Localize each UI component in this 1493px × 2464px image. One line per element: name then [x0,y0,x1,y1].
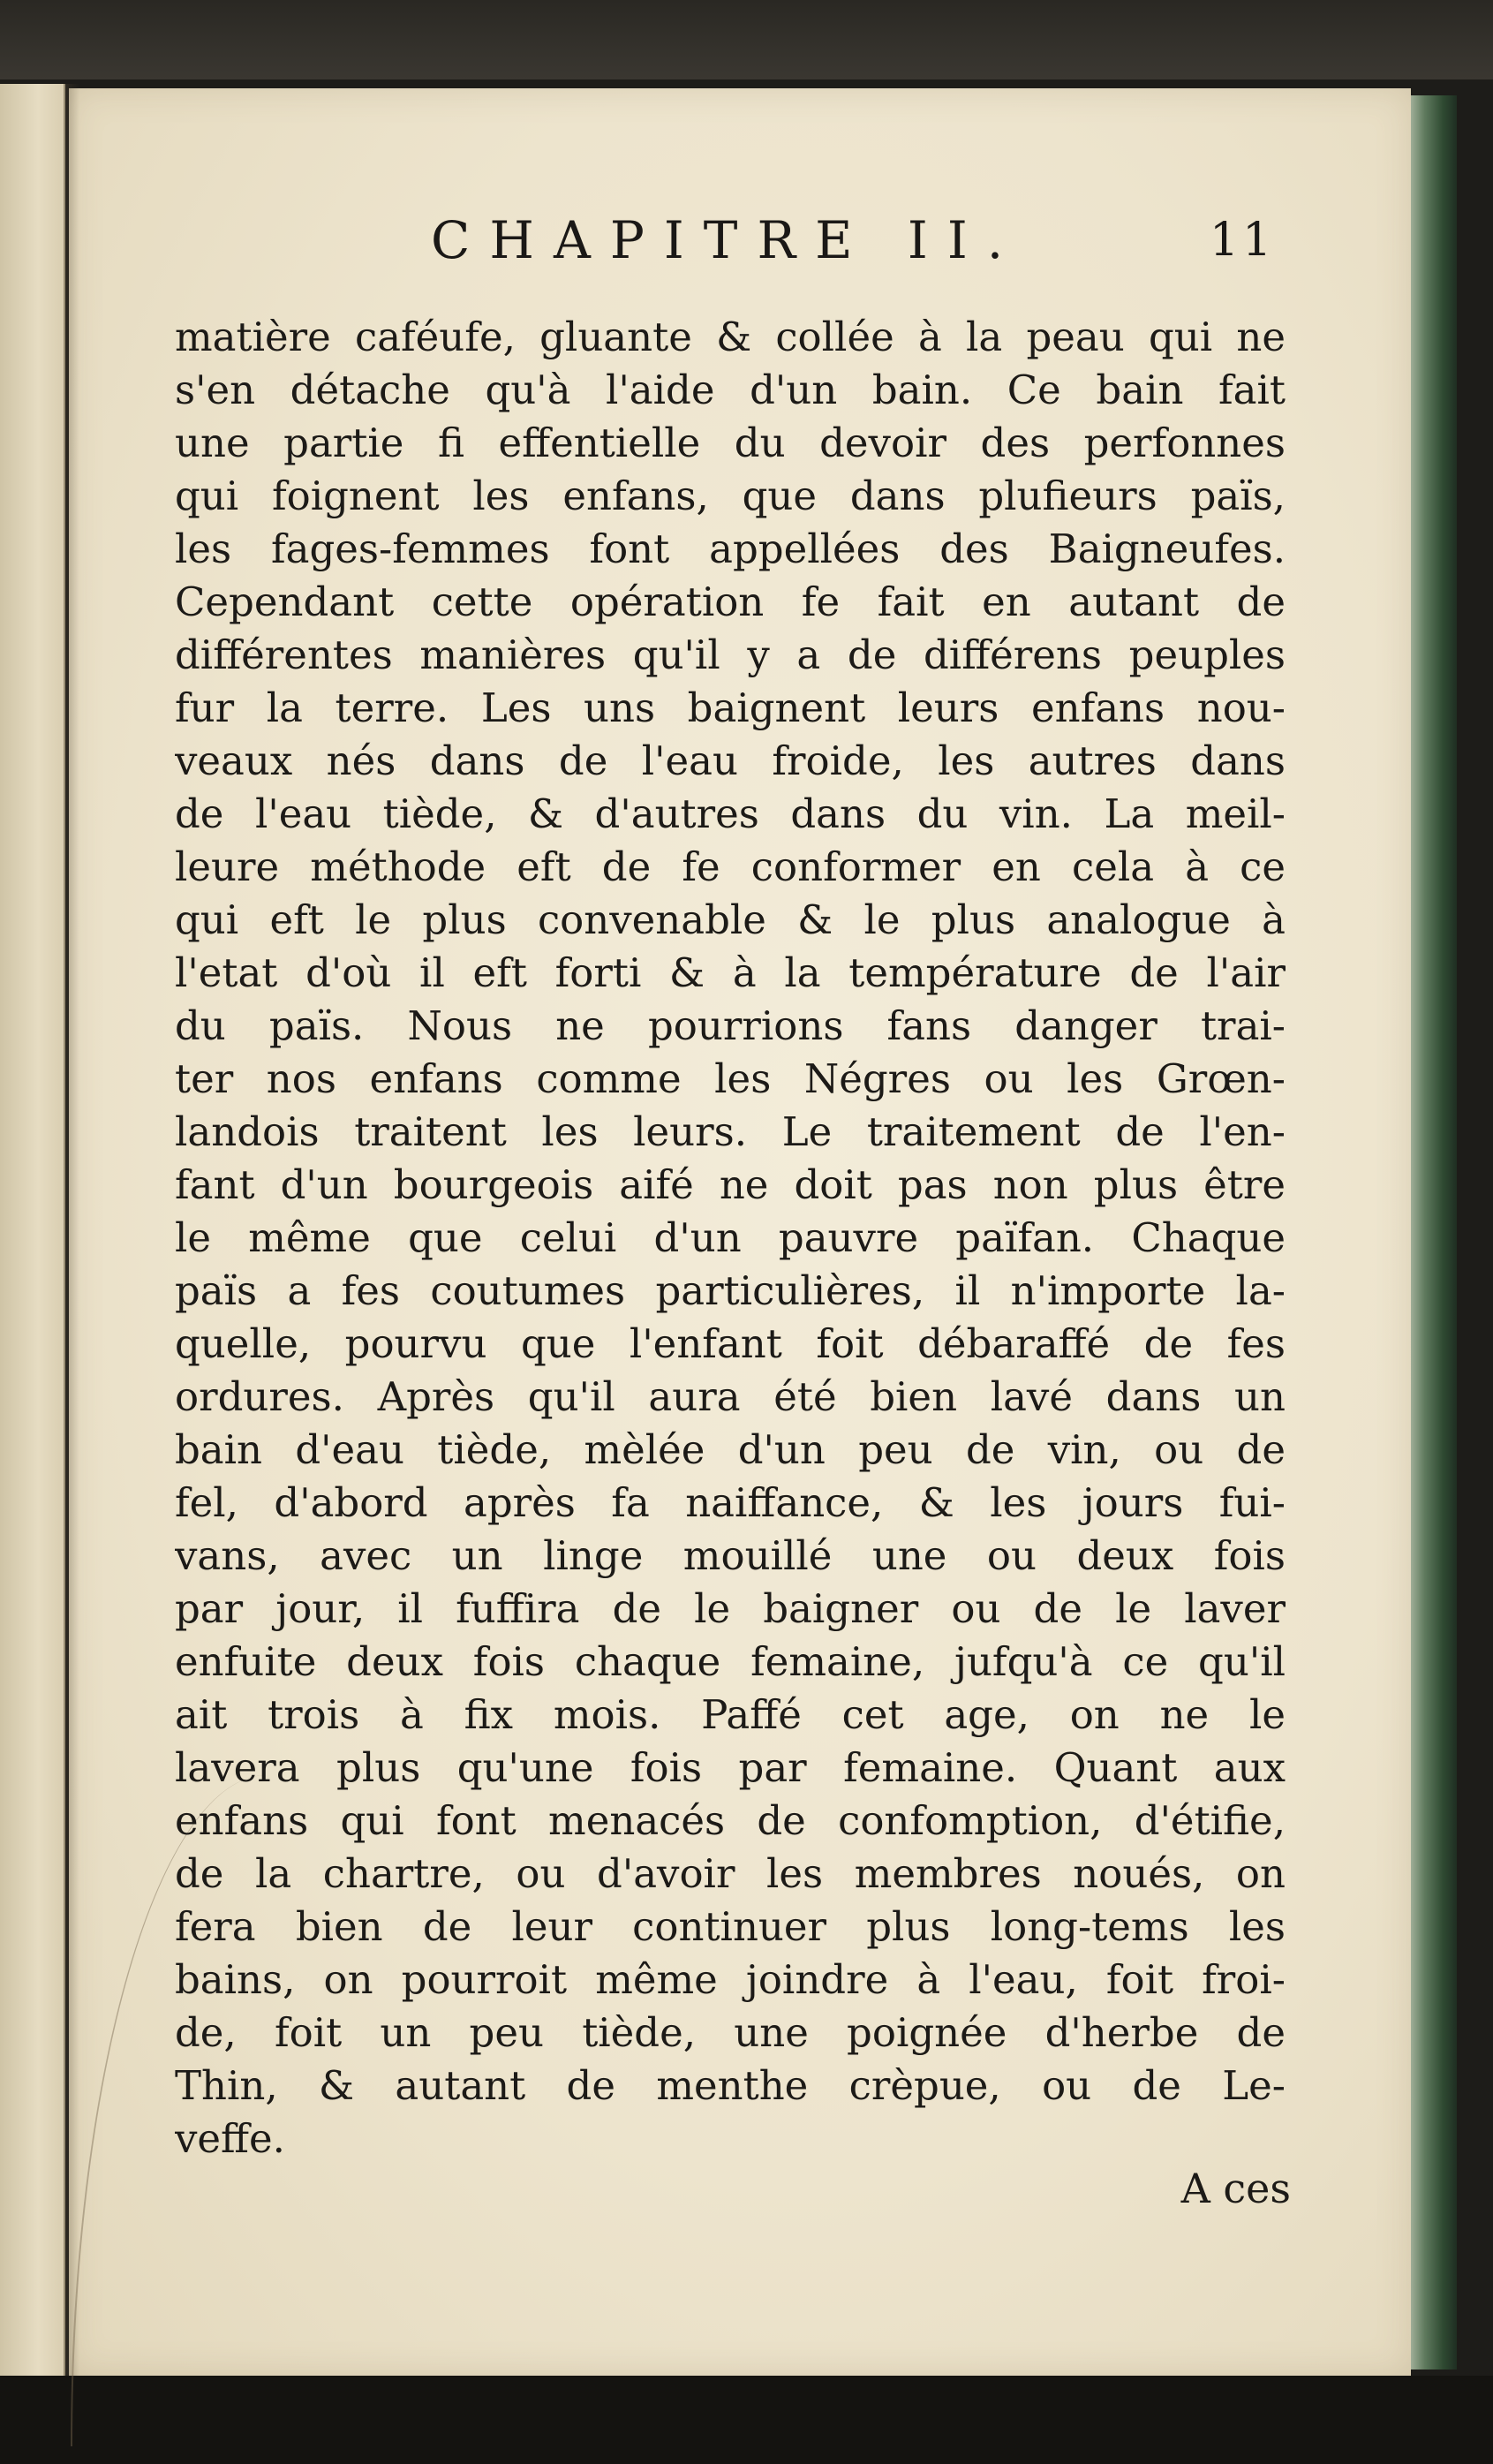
text-line: veffe. [175,2115,285,2162]
text-line: qui foignent les enfans, que dans plufieurs païs, [175,472,1286,519]
text-line: veaux nés dans de l'eau froide, les autres dans [175,737,1286,784]
text-line: les fages-femmes font appellées des Baigneufes. [175,525,1286,572]
text-line: Cependant cette opération fe fait en autant de [175,578,1286,625]
text-line: enfuite deux fois chaque femaine, jufqu'à ce qu'il [175,1638,1286,1685]
gutter-shadow [64,84,79,2376]
text-line: vans, avec un linge mouillé une ou deux fois [175,1532,1286,1579]
text-line: quelle, pourvu que l'enfant foit débaraffé de fes [175,1320,1286,1367]
text-line: de la chartre, ou d'avoir les membres noués, on [175,1850,1286,1897]
text-line: ter nos enfans comme les Négres ou les Grœn- [175,1055,1286,1102]
text-line: différentes manières qu'il y a de différens peuples [175,631,1286,678]
text-line: s'en détache qu'à l'aide d'un bain. Ce bain fait [175,367,1286,413]
text-line: qui eft le plus convenable & le plus analogue à [175,896,1286,943]
text-line: fera bien de leur continuer plus long-tems les [175,1903,1286,1950]
text-line: matière caféufe, gluante & collée à la peau qui ne [175,314,1286,360]
text-line: du païs. Nous ne pourrions fans danger trai- [175,1002,1286,1049]
body-text [175,311,1286,2165]
text-line: fur la terre. Les uns baignent leurs enfans nou- [175,684,1286,731]
text-line: de, foit un peu tiède, une poignée d'herbe de [175,2009,1286,2056]
text-line: fel, d'abord après fa naiffance, & les jours fui- [175,1479,1286,1526]
text-line: lavera plus qu'une fois par femaine. Quant aux [175,1744,1286,1791]
text-line: l'etat d'où il eft forti & à la température de l'air [175,949,1286,996]
running-head [415,205,1298,276]
text-line: ordures. Après qu'il aura été bien lavé dans un [175,1373,1286,1420]
book-cover-edge [1411,95,1457,2370]
text-line: landois traitent les leurs. Le traitement de l'en- [175,1108,1286,1155]
text-line: bain d'eau tiède, mèlée d'un peu de vin, ou de [175,1426,1286,1473]
text-line: ait trois à fix mois. Paffé cet age, on ne le [175,1691,1286,1738]
facing-page-edge [0,84,65,2376]
text-line: le même que celui d'un pauvre païfan. Chaque [175,1214,1286,1261]
book-top-edge [0,0,1493,79]
text-line: païs a fes coutumes particulières, il n'importe la- [175,1267,1286,1314]
text-line: par jour, il fuffira de le baigner ou de le laver [175,1585,1286,1632]
text-line: leure méthode eft de fe conformer en cela à ce [175,843,1286,890]
text-line: bains, on pourroit même joindre à l'eau, foit froi- [175,1956,1286,2003]
catchword: A ces [1180,2165,1291,2212]
text-line: fant d'un bourgeois aifé ne doit pas non plus être [175,1161,1286,1208]
text-line: une partie fi effentielle du devoir des perfonnes [175,419,1286,466]
running-title: CHAPITRE II. [431,210,1023,270]
text-line: enfans qui font menacés de confomption, d'étifie, [175,1797,1286,1844]
text-line: Thin, & autant de menthe crèpue, ou de Le- [175,2062,1286,2109]
text-line: de l'eau tiède, & d'autres dans du vin. La meil- [175,790,1286,837]
page-number: 11 [1210,214,1276,267]
